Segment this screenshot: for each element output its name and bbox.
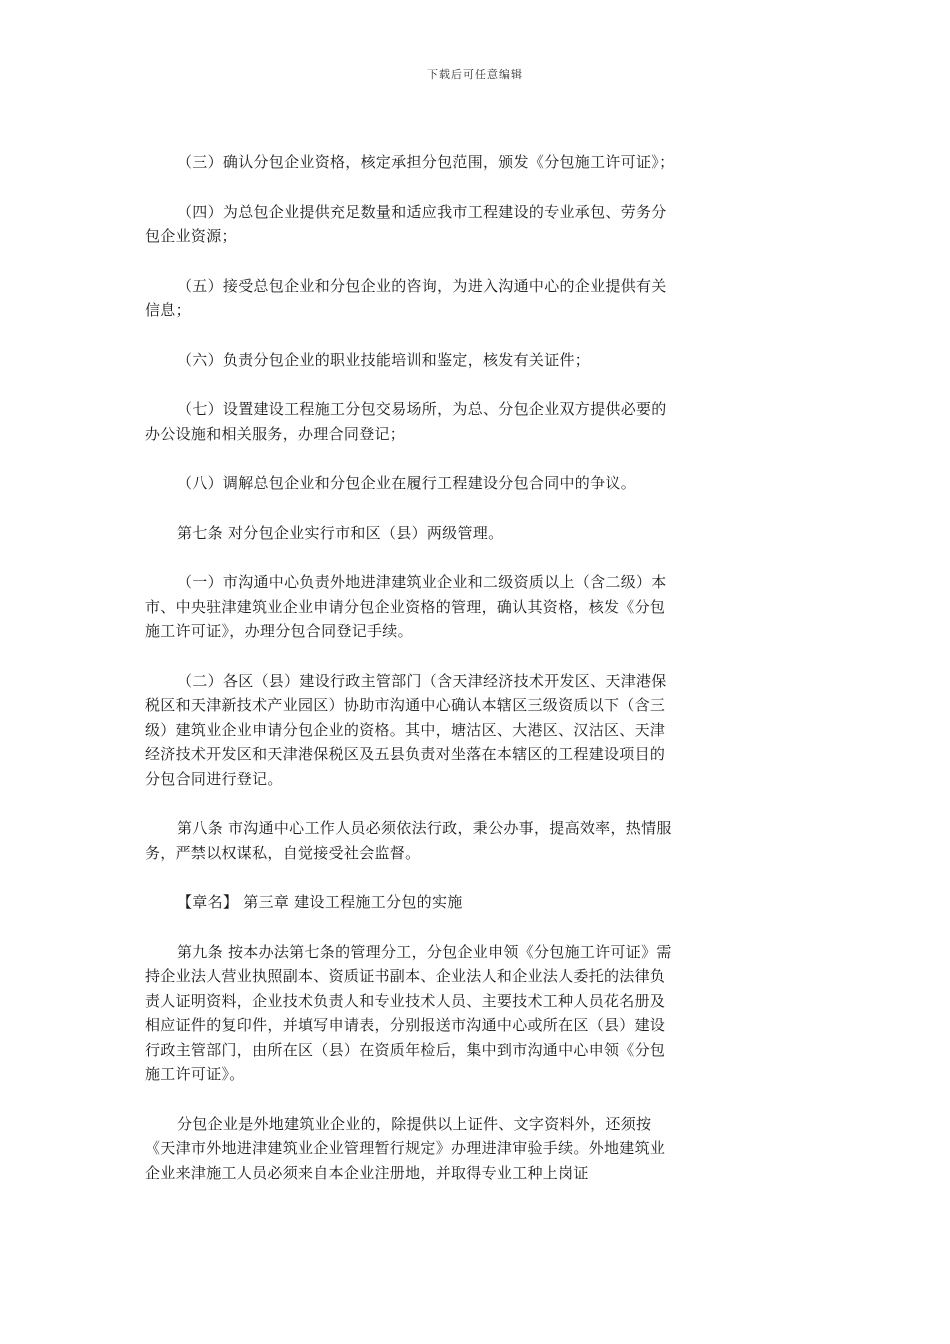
clause-7: （七）设置建设工程施工分包交易场所，为总、分包企业双方提供必要的办公设施和相关服务，办理合同登记； xyxy=(145,400,667,443)
article-7: 第七条 对分包企业实行市和区（县）两级管理。 xyxy=(177,523,504,542)
article-9: 第九条 按本办法第七条的管理分工，分包企业申领《分包施工许可证》需持企业法人营业执照副本、资质证书副本、企业法人和企业法人委托的法律负责人证明资料，企业技术负责人和专业技术人员、主要技术工种人员花名册及相应证件的复印件，并填写申请表，分别报送市沟通中心或所在区（县）建设行政主管部门，由所在区（县）在资质年检后，集中到市沟通中心申领《分包施工许可证》。 xyxy=(145,942,672,1083)
clause-3: （三）确认分包企业资格，核定承担分包范围，颁发《分包施工许可证》； xyxy=(177,153,675,171)
article-7-item-1: （一）市沟通中心负责外地进津建筑业企业和二级资质以上（含二级）本市、中央驻津建筑业企业申请分包企业资格的管理，确认其资格，核发《分包施工许可证》，办理分包合同登记手续。 xyxy=(145,573,667,640)
clause-5: （五）接受总包企业和分包企业的咨询，为进入沟通中心的企业提供有关信息； xyxy=(145,276,667,319)
page-header: 下载后可任意编辑 xyxy=(427,68,523,81)
clause-4: （四）为总包企业提供充足数量和适应我市工程建设的专业承包、劳务分包企业资源； xyxy=(145,202,667,245)
clause-8: （八）调解总包企业和分包企业在履行工程建设分包合同中的争议。 xyxy=(177,474,637,492)
article-9-paragraph-2: 分包企业是外地建筑业企业的，除提供以上证件、文字资料外，还须按《天津市外地进津建筑业企业管理暂行规定》办理进津审验手续。外地建筑业企业来津施工人员必须来自本企业注册地，并取得专业工种上岗证 xyxy=(145,1114,666,1182)
clause-6: （六）负责分包企业的职业技能培训和鉴定，核发有关证件； xyxy=(177,350,591,369)
article-8: 第八条 市沟通中心工作人员必须依法行政，秉公办事，提高效率，热情服务，严禁以权谋私，自觉接受社会监督。 xyxy=(145,819,672,862)
article-7-item-2: （二）各区（县）建设行政主管部门（含天津经济技术开发区、天津港保税区和天津新技术产业园区）协助市沟通中心确认本辖区三级资质以下（含三级）建筑业企业申请分包企业的资格。其中，塘沽区、大港区、汉沽区、天津经济技术开发区和天津港保税区及五县负责对坐落在本辖区的工程建设项目的分包合同进行登记。 xyxy=(145,671,667,788)
chapter-heading: 【章名】 第三章 建设工程施工分包的实施 xyxy=(177,893,463,911)
document-body xyxy=(145,150,680,1210)
